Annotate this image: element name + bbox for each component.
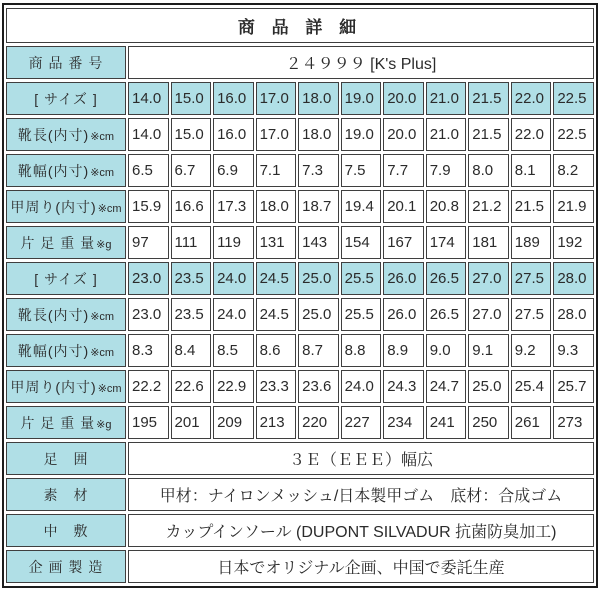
value-cell: 25.5 [341, 298, 382, 331]
product-number-value: ２４９９９ [K's Plus] [128, 46, 594, 79]
value-cell: 23.6 [298, 370, 339, 403]
value-cell: 7.7 [383, 154, 424, 187]
value-cell: 25.7 [553, 370, 594, 403]
value-cell: 24.5 [256, 262, 297, 295]
value-cell: 21.0 [426, 82, 467, 115]
value-cell: 28.0 [553, 298, 594, 331]
value-cell: 17.0 [256, 118, 297, 151]
value-cell: 8.9 [383, 334, 424, 367]
value-cell: 21.5 [468, 82, 509, 115]
value-cell: 22.2 [128, 370, 169, 403]
size-header-row [6, 262, 594, 295]
row-label [6, 406, 126, 439]
row-label-unit: ※cm [90, 166, 115, 179]
material-row [6, 478, 594, 511]
value-cell: 154 [341, 226, 382, 259]
value-cell: 22.0 [511, 82, 552, 115]
value-cell: 111 [171, 226, 212, 259]
value-cell: 7.9 [426, 154, 467, 187]
value-cell: 23.0 [128, 262, 169, 295]
value-cell: 8.6 [256, 334, 297, 367]
row-label-text: 靴幅(内寸) [17, 342, 90, 359]
measurement-row [6, 370, 594, 403]
value-cell: 24.5 [256, 298, 297, 331]
value-cell: 16.0 [213, 118, 254, 151]
value-cell: 19.0 [341, 82, 382, 115]
row-label-text: 片 足 重 量 [20, 414, 96, 431]
row-label [6, 226, 126, 259]
value-cell: 22.5 [553, 82, 594, 115]
value-cell: 9.2 [511, 334, 552, 367]
value-cell: 97 [128, 226, 169, 259]
value-cell: 18.0 [298, 82, 339, 115]
value-cell: 9.1 [468, 334, 509, 367]
value-cell: 18.7 [298, 190, 339, 223]
foot-girth-value: ３Ｅ（ＥＥＥ）幅広 [128, 442, 594, 475]
value-cell: 27.0 [468, 262, 509, 295]
row-label-unit: ※g [96, 418, 112, 431]
measurement-row [6, 334, 594, 367]
value-cell: 25.4 [511, 370, 552, 403]
value-cell: 21.5 [511, 190, 552, 223]
value-cell: 131 [256, 226, 297, 259]
row-label [6, 262, 126, 295]
value-cell: 21.0 [426, 118, 467, 151]
value-cell: 26.5 [426, 298, 467, 331]
value-cell: 195 [128, 406, 169, 439]
value-cell: 22.9 [213, 370, 254, 403]
measurement-row [6, 298, 594, 331]
measurement-row [6, 190, 594, 223]
value-cell: 250 [468, 406, 509, 439]
material-label: 素 材 [6, 478, 126, 511]
value-cell: 24.0 [213, 298, 254, 331]
row-label [6, 82, 126, 115]
value-cell: 20.0 [383, 118, 424, 151]
value-cell: 27.0 [468, 298, 509, 331]
value-cell: 18.0 [256, 190, 297, 223]
foot-girth-row [6, 442, 594, 475]
value-cell: 22.6 [171, 370, 212, 403]
value-cell: 8.0 [468, 154, 509, 187]
value-cell: 220 [298, 406, 339, 439]
value-cell: 7.5 [341, 154, 382, 187]
row-label-unit: ※g [96, 238, 112, 251]
row-label-unit: ※cm [90, 310, 115, 323]
value-cell: 24.3 [383, 370, 424, 403]
title-row [6, 8, 594, 43]
value-cell: 22.0 [511, 118, 552, 151]
row-label [6, 154, 126, 187]
value-cell: 23.0 [128, 298, 169, 331]
value-cell: 24.0 [213, 262, 254, 295]
value-cell: 23.5 [171, 262, 212, 295]
row-label-text: [ サイズ ] [34, 90, 98, 107]
value-cell: 8.8 [341, 334, 382, 367]
value-cell: 15.9 [128, 190, 169, 223]
value-cell: 24.7 [426, 370, 467, 403]
value-cell: 27.5 [511, 262, 552, 295]
value-cell: 234 [383, 406, 424, 439]
value-cell: 17.0 [256, 82, 297, 115]
value-cell: 261 [511, 406, 552, 439]
value-cell: 25.0 [298, 298, 339, 331]
value-cell: 25.0 [468, 370, 509, 403]
size-header-row [6, 82, 594, 115]
row-label [6, 334, 126, 367]
value-cell: 8.7 [298, 334, 339, 367]
value-cell: 26.5 [426, 262, 467, 295]
measurement-row [6, 118, 594, 151]
value-cell: 27.5 [511, 298, 552, 331]
value-cell: 20.8 [426, 190, 467, 223]
product-detail-table [2, 3, 598, 588]
value-cell: 8.5 [213, 334, 254, 367]
value-cell: 15.0 [171, 118, 212, 151]
value-cell: 8.3 [128, 334, 169, 367]
row-label-text: 片 足 重 量 [20, 234, 96, 251]
value-cell: 23.3 [256, 370, 297, 403]
row-label [6, 370, 126, 403]
value-cell: 8.4 [171, 334, 212, 367]
row-label-unit: ※cm [97, 202, 122, 215]
measurement-row [6, 226, 594, 259]
row-label-text: [ サイズ ] [34, 270, 98, 287]
value-cell: 16.6 [171, 190, 212, 223]
value-cell: 174 [426, 226, 467, 259]
row-label [6, 298, 126, 331]
value-cell: 7.1 [256, 154, 297, 187]
value-cell: 9.3 [553, 334, 594, 367]
value-cell: 18.0 [298, 118, 339, 151]
value-cell: 17.3 [213, 190, 254, 223]
value-cell: 8.2 [553, 154, 594, 187]
value-cell: 7.3 [298, 154, 339, 187]
value-cell: 273 [553, 406, 594, 439]
value-cell: 6.9 [213, 154, 254, 187]
value-cell: 9.0 [426, 334, 467, 367]
row-label [6, 190, 126, 223]
value-cell: 20.1 [383, 190, 424, 223]
measurement-row [6, 406, 594, 439]
insole-value: カップインソール (DUPONT SILVADUR 抗菌防臭加工) [128, 514, 594, 547]
value-cell: 15.0 [171, 82, 212, 115]
row-label-text: 靴長(内寸) [17, 306, 90, 323]
row-label-text: 甲周り(内寸) [10, 198, 97, 215]
value-cell: 21.5 [468, 118, 509, 151]
value-cell: 20.0 [383, 82, 424, 115]
value-cell: 6.7 [171, 154, 212, 187]
value-cell: 201 [171, 406, 212, 439]
value-cell: 192 [553, 226, 594, 259]
value-cell: 209 [213, 406, 254, 439]
row-label-text: 靴幅(内寸) [17, 162, 90, 179]
value-cell: 143 [298, 226, 339, 259]
row-label [6, 118, 126, 151]
value-cell: 14.0 [128, 82, 169, 115]
value-cell: 26.0 [383, 262, 424, 295]
material-value: 甲材：ナイロンメッシュ/日本製甲ゴム 底材：合成ゴム [128, 478, 594, 511]
table-title: 商 品 詳 細 [6, 8, 594, 43]
value-cell: 213 [256, 406, 297, 439]
product-number-label: 商 品 番 号 [6, 46, 126, 79]
value-cell: 241 [426, 406, 467, 439]
value-cell: 227 [341, 406, 382, 439]
value-cell: 167 [383, 226, 424, 259]
insole-label: 中 敷 [6, 514, 126, 547]
foot-girth-label: 足 囲 [6, 442, 126, 475]
value-cell: 16.0 [213, 82, 254, 115]
value-cell: 8.1 [511, 154, 552, 187]
value-cell: 6.5 [128, 154, 169, 187]
value-cell: 26.0 [383, 298, 424, 331]
product-number-row [6, 46, 594, 79]
row-label-unit: ※cm [90, 130, 115, 143]
row-label-text: 甲周り(内寸) [10, 378, 97, 395]
value-cell: 14.0 [128, 118, 169, 151]
value-cell: 25.5 [341, 262, 382, 295]
value-cell: 28.0 [553, 262, 594, 295]
value-cell: 22.5 [553, 118, 594, 151]
row-label-unit: ※cm [90, 346, 115, 359]
value-cell: 19.0 [341, 118, 382, 151]
manufacturing-row [6, 550, 594, 583]
measurement-row [6, 154, 594, 187]
value-cell: 119 [213, 226, 254, 259]
value-cell: 21.9 [553, 190, 594, 223]
value-cell: 189 [511, 226, 552, 259]
value-cell: 24.0 [341, 370, 382, 403]
value-cell: 181 [468, 226, 509, 259]
manufacturing-value: 日本でオリジナル企画、中国で委託生産 [128, 550, 594, 583]
row-label-unit: ※cm [97, 382, 122, 395]
value-cell: 21.2 [468, 190, 509, 223]
insole-row [6, 514, 594, 547]
value-cell: 19.4 [341, 190, 382, 223]
row-label-text: 靴長(内寸) [17, 126, 90, 143]
value-cell: 25.0 [298, 262, 339, 295]
value-cell: 23.5 [171, 298, 212, 331]
manufacturing-label: 企 画 製 造 [6, 550, 126, 583]
